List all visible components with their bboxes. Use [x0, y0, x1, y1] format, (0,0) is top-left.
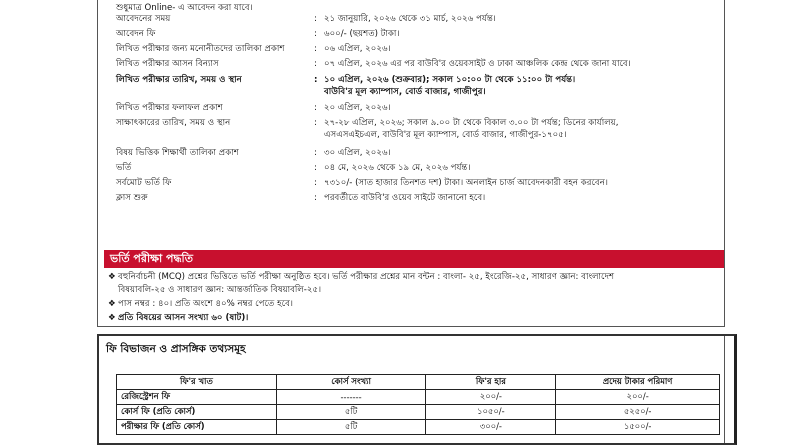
colon: : [314, 44, 317, 54]
schedule-label: সর্বমোট ভর্তি ফি [116, 178, 172, 188]
amount-col-head: প্রদেয় টাকার পরিমাণ [556, 375, 720, 390]
schedule-value-line2: বাউবি'র মূল ক্যাম্পাস, বোর্ড বাজার, গাজীপুর। [324, 87, 486, 97]
colon: : [314, 59, 317, 69]
schedule-label: সাক্ষাৎকারের তারিখ, সময় ও স্থান [116, 118, 231, 128]
schedule-label: ক্লাস শুরু [116, 193, 148, 203]
table-row [117, 420, 720, 435]
course-count-col-head: কোর্স সংখ্যা [276, 375, 426, 390]
schedule-value: ৩০ এপ্রিল, ২০২৬। [324, 148, 391, 158]
exam-bullet-1-cont: বিষয়াবলি-২৫ ও সাধারণ জ্ঞান: আন্তর্জাতিক বিষয়াবলি-২৫। [118, 285, 322, 295]
schedule-label: আবেদনের সময় [116, 14, 171, 24]
fee-item: কোর্স ফি (প্রতি কোর্স) [117, 405, 277, 420]
schedule-value: ০৪ মে, ২০২৬ থেকে ১৯ মে, ২০২৬ পর্যন্ত। [324, 163, 471, 173]
exam-bullet-3-text: প্রতি বিষয়ের আসন সংখ্যা ৬০ (ষাট)। [118, 313, 249, 323]
colon: : [314, 148, 317, 158]
colon: : [314, 14, 317, 24]
schedule-label: আবেদন ফি [116, 29, 156, 39]
exam-bullet-3 [108, 312, 720, 324]
schedule-value: ০৬ এপ্রিল, ২০২৬। [324, 44, 391, 54]
exam-bullet-2 [108, 298, 720, 310]
section-divider [97, 326, 725, 334]
schedule-value: ০৭ এপ্রিল, ২০২৬ এর পর বাউবি'র ওয়েবসাইট ও ঢাকা আঞ্চলিক কেন্দ্র থেকে জানা যাবে। [324, 59, 631, 69]
fee-item: রেজিস্ট্রেশন ফি [117, 390, 277, 405]
schedule-value: ৬০০/- (ছয়শত) টাকা। [324, 29, 400, 39]
diamond-bullet-icon: ❖ [108, 272, 116, 282]
schedule-value: ২৭-২৮ এপ্রিল, ২০২৬; সকাল ৯.০০ টা থেকে বিকাল ৩.০০ টা পর্যন্ত; ডিনের কার্যালয়, [324, 118, 619, 128]
schedule-value: ২১ জানুয়ারি, ২০২৬ থেকে ৩১ মার্চ, ২০২৬ পর্যন্ত। [324, 14, 496, 24]
fee-rate: ৩০০/- [426, 420, 556, 435]
course-count: ------- [276, 390, 426, 405]
online-note: শুধুমাত্র Online- এ আবেদন করা যাবে। [116, 3, 253, 13]
colon: : [314, 118, 317, 128]
fee-rate: ২০০/- [426, 390, 556, 405]
table-row [117, 405, 720, 420]
schedule-value: ১০ এপ্রিল, ২০২৬ (শুক্রবার); সকাল ১০:০০ টা থেকে ১১:০০ টা পর্যন্ত। [324, 75, 576, 85]
schedule-label: লিখিত পরীক্ষার তারিখ, সময় ও স্থান [116, 75, 242, 85]
amount: ৫২৫০/- [556, 405, 720, 420]
colon: : [314, 103, 317, 113]
colon: : [314, 193, 317, 203]
exam-method-header: ভর্তি পরীক্ষা পদ্ধতি [104, 250, 724, 268]
schedule-label: লিখিত পরীক্ষার জন্য মনোনীতদের তালিকা প্রকাশ [116, 44, 285, 54]
schedule-value: ২০ এপ্রিল, ২০২৬। [324, 103, 391, 113]
colon: : [314, 75, 318, 85]
schedule-label: লিখিত পরীক্ষার ফলাফল প্রকাশ [116, 103, 223, 113]
schedule-value: ৭৩১০/- (সাত হাজার তিনশত দশ) টাকা। অনলাইন চার্জ আবেদনকারী বহন করবেন। [324, 178, 608, 188]
fee-item: পরীক্ষার ফি (প্রতি কোর্স) [117, 420, 277, 435]
colon: : [314, 29, 317, 39]
fee-section-title: ফি বিভাজন ও প্রাসঙ্গিক তথ্যসমূহ [106, 343, 246, 355]
diamond-bullet-icon: ❖ [108, 299, 116, 309]
colon: : [314, 178, 317, 188]
fee-table-header-row [117, 375, 720, 390]
schedule-value-line2: এসএসএইচএল, বাউবি'র মূল ক্যাম্পাস, বোর্ড বাজার, গাজীপুর-১৭০৫। [324, 130, 567, 140]
amount: ২০০/- [556, 390, 720, 405]
fee-rate-col-head: ফি'র হার [426, 375, 556, 390]
exam-bullet-1-line1: বহুনির্বাচনী (MCQ) প্রশ্নের ভিত্তিতে ভর্তি পরীক্ষা অনুষ্ঠিত হবে। ভর্তি পরীক্ষার প্রশ্নের মান বন্টন : বাংলা- ২৫, ইংরেজি-২৫, সাধারণ জ্ঞান: বাংলাদেশ [118, 272, 615, 282]
table-row [117, 390, 720, 405]
diamond-bullet-icon: ❖ [108, 313, 116, 323]
exam-bullet-2-text: পাস নম্বর : ৪০। প্রতি অংশে ৪০% নম্বর পেতে হবে। [118, 299, 293, 309]
schedule-label: বিষয় ভিত্তিক শিক্ষার্থী তালিকা প্রকাশ [116, 148, 239, 158]
course-count: ৫টি [276, 405, 426, 420]
schedule-value: পরবর্তীতে বাউবি'র ওয়েব সাইটে জানানো হবে। [324, 193, 486, 203]
schedule-label: লিখিত পরীক্ষার আসন বিন্যাস [116, 59, 219, 69]
schedule-label: ভর্তি [116, 163, 132, 173]
fee-table [116, 374, 720, 435]
fee-rate: ১০৫০/- [426, 405, 556, 420]
amount: ১৫০০/- [556, 420, 720, 435]
fee-col-head: ফি'র খাত [117, 375, 277, 390]
exam-bullet-1 [108, 271, 720, 283]
colon: : [314, 163, 317, 173]
course-count: ৫টি [276, 420, 426, 435]
